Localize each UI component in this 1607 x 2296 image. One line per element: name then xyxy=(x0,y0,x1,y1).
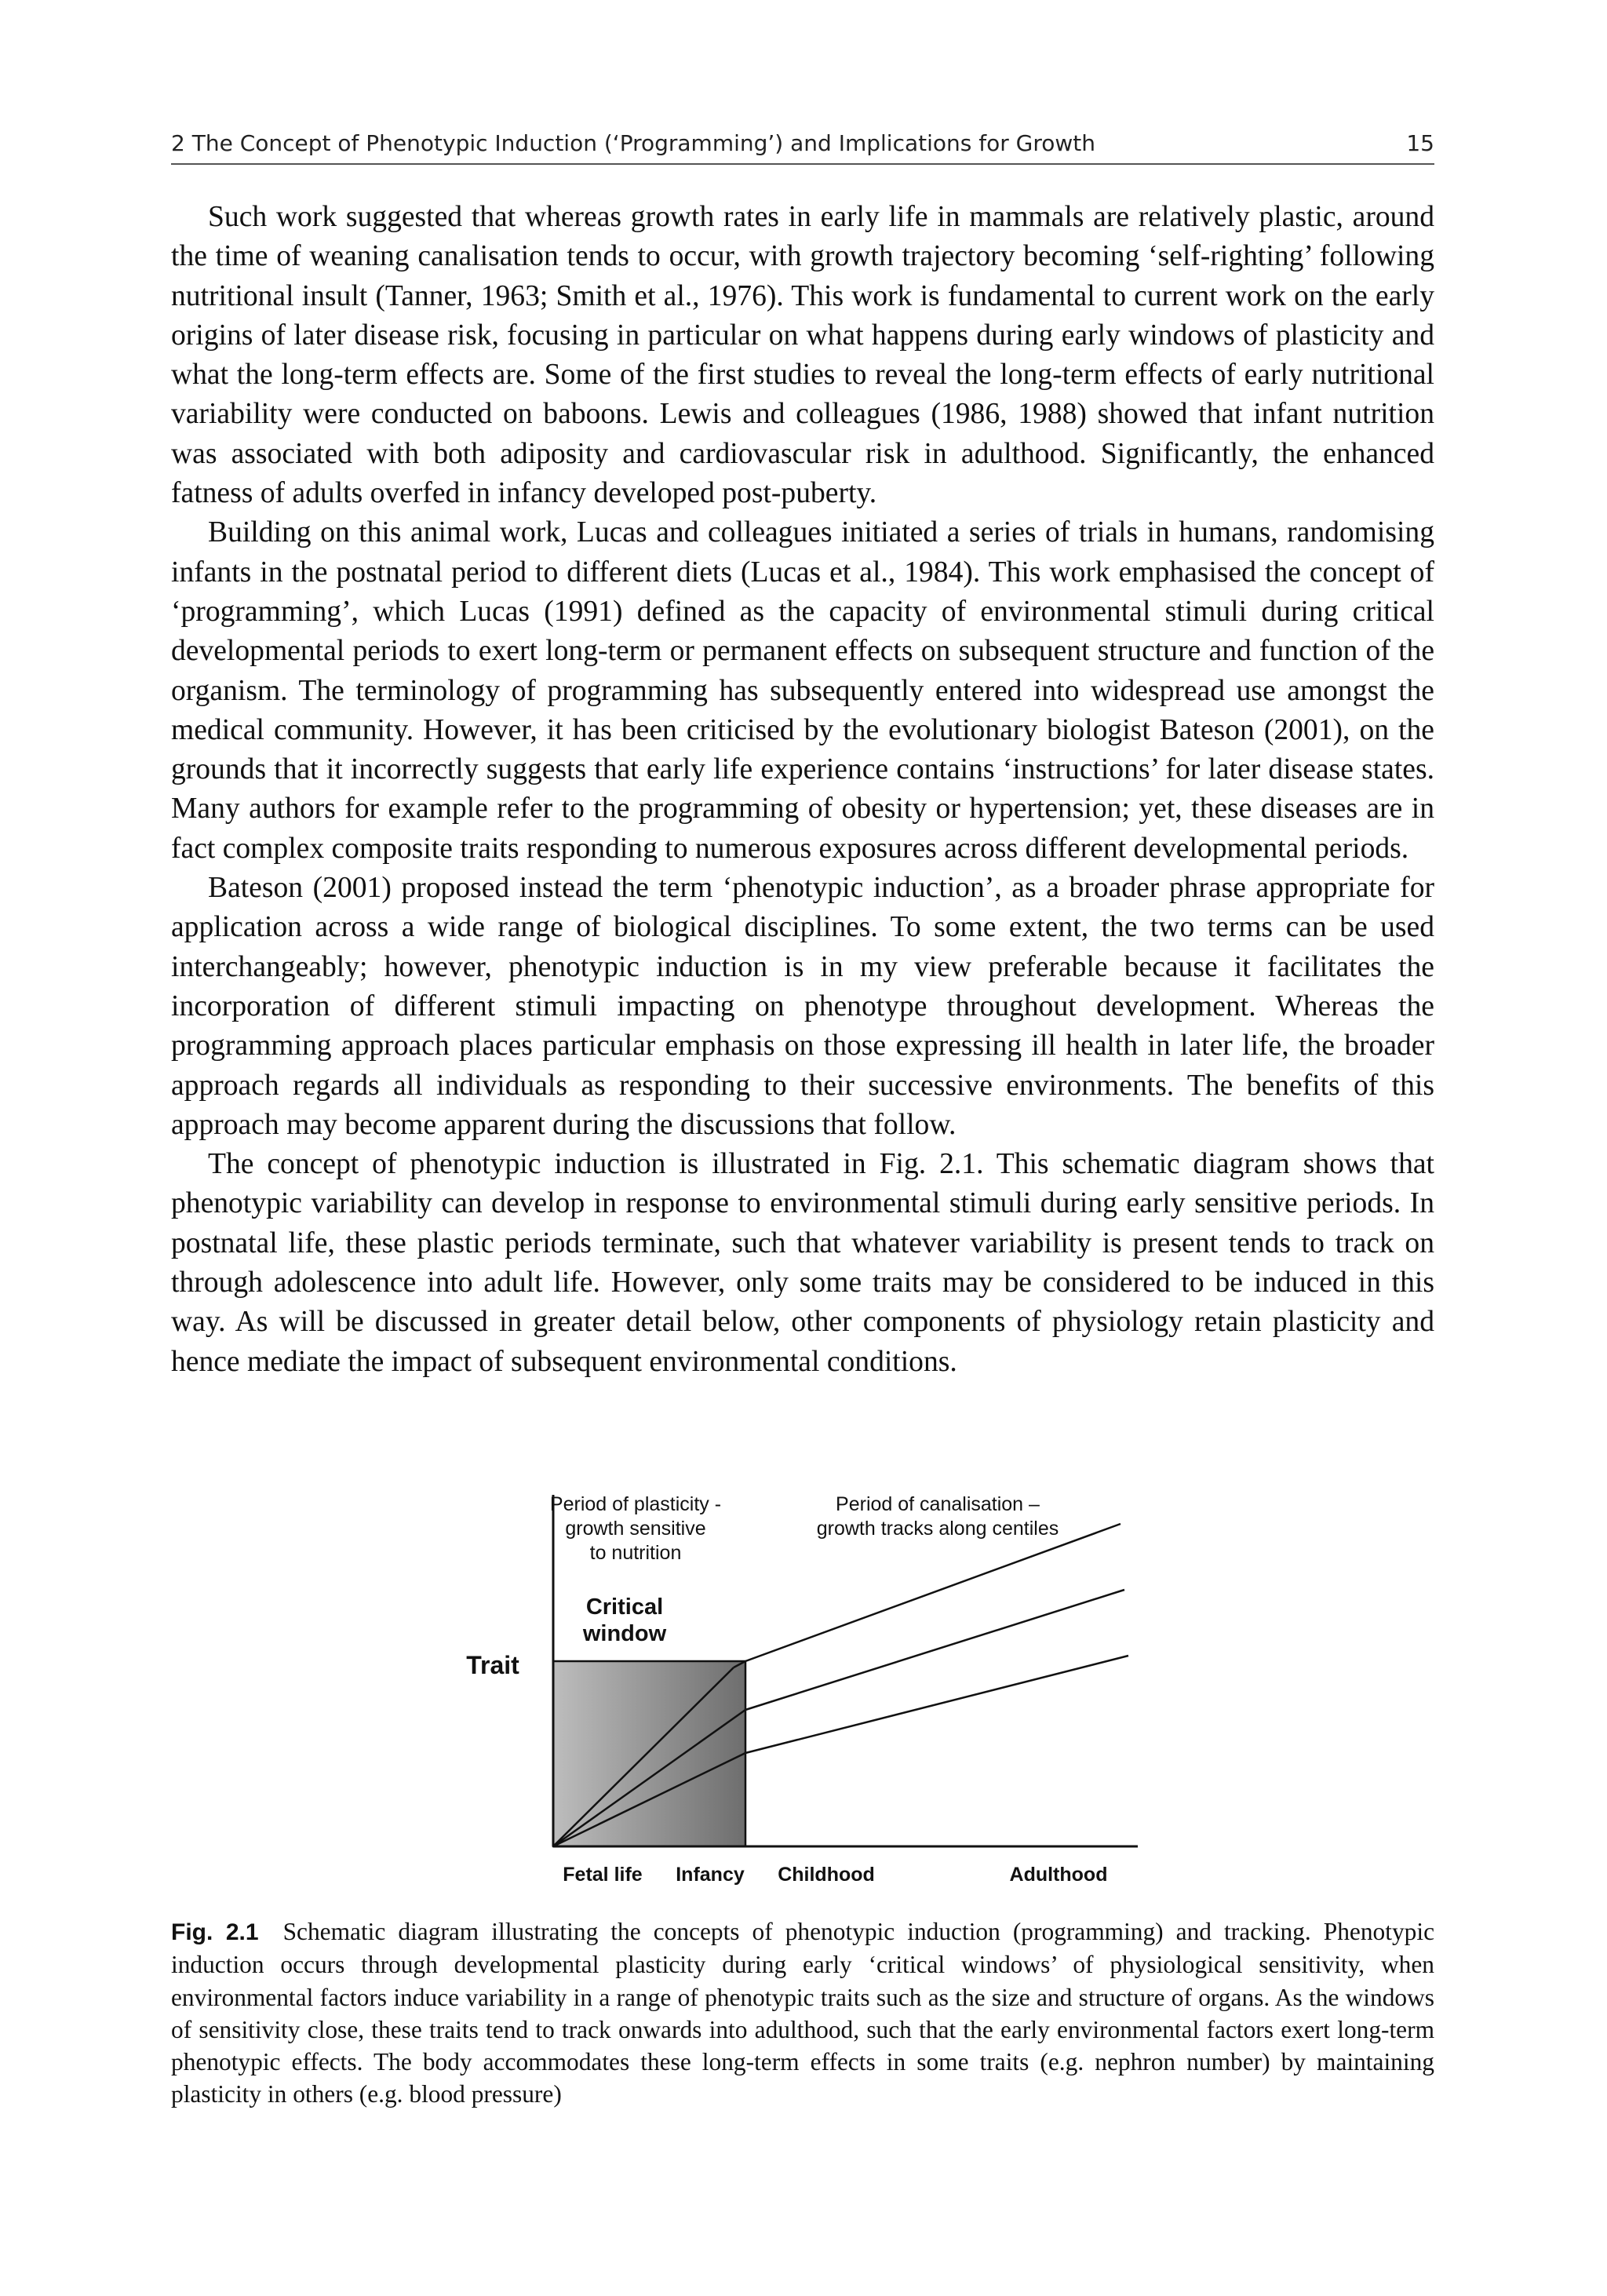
phenotypic-induction-diagram xyxy=(439,1479,1193,1903)
critical-window-label-line-1: Critical xyxy=(585,1594,664,1620)
critical-window-label-line-2: window xyxy=(582,1621,667,1646)
body-text xyxy=(171,198,1434,1382)
figure-caption xyxy=(171,1915,1434,2111)
canalisation-label-line-1: Period of canalisation – xyxy=(836,1493,1040,1515)
figure-caption-text: Schematic diagram illustrating the concepts of phenotypic induction (programming) and tracking. Phenotypic induction occurs through developmental plasticity during early ‘critical windows’ of physiological sensitivity, when environmental factors induce variability in a range of phenotypic traits such as the size and structure of organs. As the windows of sensitivity close, these traits tend to track onwards into adulthood, such that the early environmental factors exert long-term phenotypic effects. The body accommodates these long-term effects in some traits (e.g. nephron number) by maintaining plasticity in others (e.g. blood pressure) xyxy=(171,1918,1434,2108)
figure-caption-label: Fig. 2.1 xyxy=(171,1919,271,1945)
figure-2-1 xyxy=(439,1479,1193,1903)
trajectory-lower-late xyxy=(745,1656,1128,1753)
paragraph-2: Building on this animal work, Lucas and colleagues initiated a series of trials in humans, randomising infants in the postnatal period to different diets (Lucas et al., 1984). This work emphasised the concept of ‘programming’, which Lucas (1991) defined as the capacity of environmental stimuli during critical developmental periods to exert long-term or permanent effects on subsequent structure and function of the organism. The terminology of programming has subsequently entered into widespread use amongst the medical community. However, it has been criticised by the evolutionary biologist Bateson (2001), on the grounds that it incorrectly suggests that early life experience contains ‘instructions’ for later disease states. Many authors for example refer to the programming of obesity or hypertension; yet, these diseases are in fact complex composite traits responding to numerous exposures across different developmental periods. xyxy=(171,516,1434,865)
y-axis-label: Trait xyxy=(466,1651,519,1679)
paragraph-3: Bateson (2001) proposed instead the term ‘phenotypic induction’, as a broader phrase appropriate for application across a wide range of biological disciplines. To some extent, the two terms can be used interchangeably; however, phenotypic induction is in my view preferable because it facilitates the incorporation of different stimuli impacting on phenotype throughout development. Whereas the programming approach places particular emphasis on those expressing ill health in later life, the broader approach regards all individuals as responding to their successive environments. The benefits of this approach may become apparent during the discussions that follow. xyxy=(171,872,1434,1141)
x-label-infancy: Infancy xyxy=(676,1864,745,1886)
trajectory-upper-late xyxy=(745,1524,1121,1661)
plasticity-label-line-2: growth sensitive xyxy=(565,1518,706,1540)
canalisation-label-line-2: growth tracks along centiles xyxy=(816,1518,1059,1540)
page-number: 15 xyxy=(1406,130,1434,156)
plasticity-label-line-1: Period of plasticity - xyxy=(549,1493,722,1515)
x-label-childhood: Childhood xyxy=(778,1864,875,1886)
trajectory-middle-late xyxy=(745,1590,1124,1710)
x-label-fetal-life: Fetal life xyxy=(563,1864,643,1886)
x-label-adulthood: Adulthood xyxy=(1009,1864,1108,1886)
paragraph-4: The concept of phenotypic induction is illustrated in Fig. 2.1. This schematic diagram shows that phenotypic variability can develop in response to environmental stimuli during early sensitive periods. In postnatal life, these plastic periods terminate, such that whatever variability is present tends to track on through adolescence into adult life. However, only some traits may be considered to be induced in this way. As will be discussed in greater detail below, other components of physiology retain plasticity and hence mediate the impact of subsequent environmental conditions. xyxy=(171,1148,1434,1378)
running-head-chapter-title: 2 The Concept of Phenotypic Induction (‘Programming’) and Implications for Growth xyxy=(171,130,1095,156)
plasticity-label-line-3: to nutrition xyxy=(589,1542,682,1564)
running-head xyxy=(171,129,1434,165)
paragraph-1: Such work suggested that whereas growth rates in early life in mammals are relatively plastic, around the time of weaning canalisation tends to occur, with growth trajectory becoming ‘self-righting’ following nutritional insult (Tanner, 1963; Smith et al., 1976). This work is fundamental to current work on the early origins of later disease risk, focusing in particular on what happens during early windows of plasticity and what the long-term effects are. Some of the first studies to reveal the long-term effects of early nutritional variability were conducted on baboons. Lewis and colleagues (1986, 1988) showed that infant nutrition was associated with both adiposity and cardiovascular risk in adulthood. Significantly, the enhanced fatness of adults overfed in infancy developed post-puberty. xyxy=(171,201,1434,510)
